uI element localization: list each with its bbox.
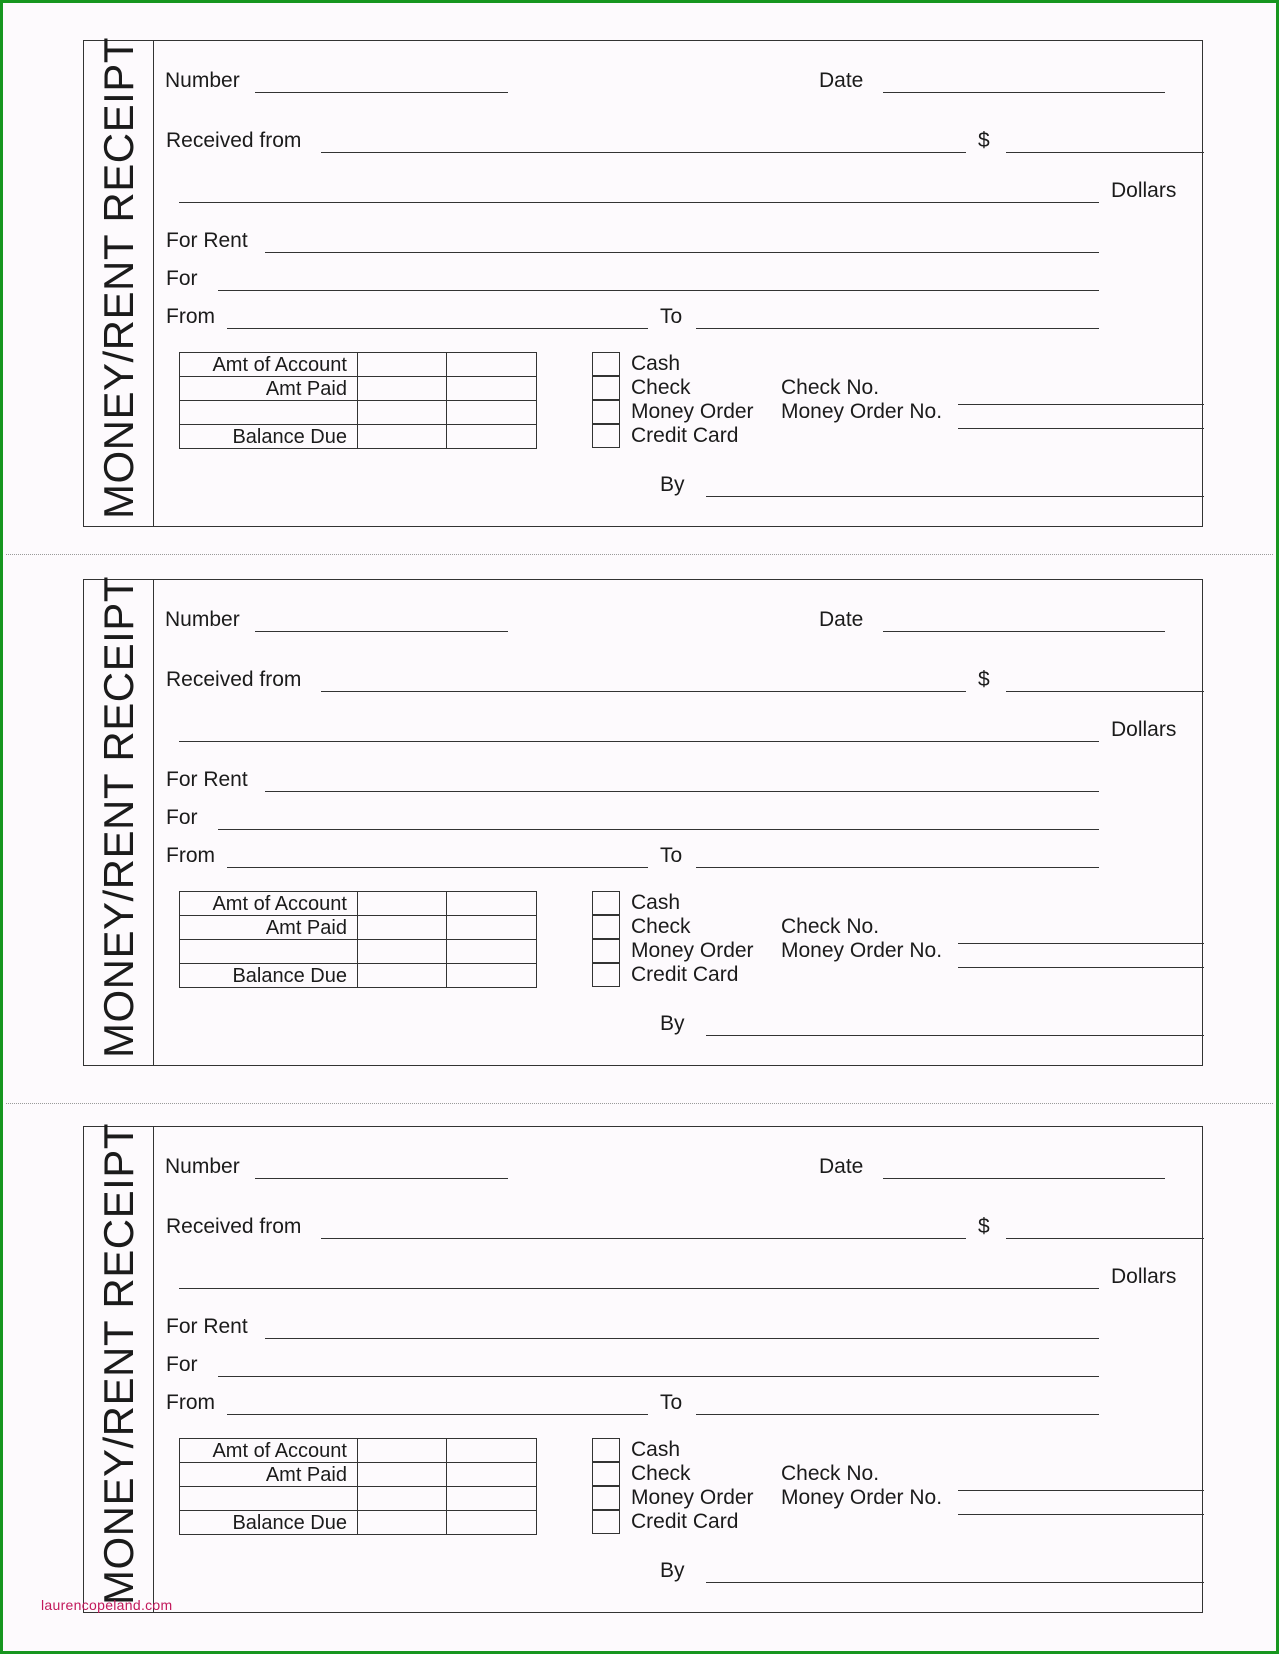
table-cell[interactable]	[357, 1463, 447, 1487]
to-field[interactable]	[696, 328, 1099, 329]
table-cell[interactable]	[447, 964, 537, 988]
number-field[interactable]	[255, 631, 508, 632]
check-no-label: Check No.	[781, 1462, 880, 1485]
by-label: By	[660, 1012, 685, 1035]
account-row-label: Balance Due	[180, 964, 358, 988]
table-cell[interactable]	[357, 425, 447, 449]
dollars-label: Dollars	[1111, 1265, 1177, 1288]
for-field[interactable]	[218, 290, 1099, 291]
account-row-label: Amt of Account	[180, 1439, 358, 1463]
credit-card-checkbox[interactable]	[592, 1510, 620, 1534]
table-cell[interactable]	[357, 401, 447, 425]
to-field[interactable]	[696, 1414, 1099, 1415]
to-field[interactable]	[696, 867, 1099, 868]
table-row	[180, 1511, 537, 1535]
check-no-label: Check No.	[781, 376, 880, 399]
table-row	[180, 353, 537, 377]
check-no-field[interactable]	[958, 943, 1204, 944]
to-label: To	[660, 844, 683, 867]
money-order-label: Money Order	[631, 939, 754, 962]
table-row	[180, 1439, 537, 1463]
date-label: Date	[819, 608, 864, 631]
credit-card-label: Credit Card	[631, 424, 739, 447]
table-cell[interactable]	[447, 1487, 537, 1511]
for-label: For	[166, 1353, 198, 1376]
side-panel	[84, 576, 154, 1065]
date-field[interactable]	[883, 1178, 1165, 1179]
account-row-label: Balance Due	[180, 425, 358, 449]
table-row	[180, 1487, 537, 1511]
table-cell[interactable]	[357, 1511, 447, 1535]
table-row	[180, 892, 537, 916]
received-from-field[interactable]	[321, 691, 966, 692]
table-cell[interactable]	[357, 892, 447, 916]
credit-card-label: Credit Card	[631, 1510, 739, 1533]
account-row-label: Amt Paid	[180, 1463, 358, 1487]
money-order-checkbox[interactable]	[592, 939, 620, 963]
number-label: Number	[165, 608, 240, 631]
credit-card-checkbox[interactable]	[592, 963, 620, 987]
dollars-label: Dollars	[1111, 179, 1177, 202]
table-row	[180, 916, 537, 940]
account-table	[179, 352, 537, 449]
from-field[interactable]	[227, 328, 648, 329]
amount-field[interactable]	[1006, 152, 1204, 153]
account-row-label: Balance Due	[180, 1511, 358, 1535]
dollars-label: Dollars	[1111, 718, 1177, 741]
received-from-label: Received from	[166, 668, 302, 691]
amount-field[interactable]	[1006, 691, 1204, 692]
table-row	[180, 964, 537, 988]
received-from-label: Received from	[166, 129, 302, 152]
money-order-no-label: Money Order No.	[781, 939, 943, 962]
receipt-form	[83, 576, 1203, 1066]
table-row	[180, 401, 537, 425]
for-label: For	[166, 806, 198, 829]
receipt-title: MONEY/RENT RECEIPT	[95, 576, 142, 1058]
table-cell[interactable]	[447, 940, 537, 964]
table-row	[180, 425, 537, 449]
table-row	[180, 377, 537, 401]
amount-in-words-field[interactable]	[179, 202, 1099, 203]
receipt-title: MONEY/RENT RECEIPT	[95, 1123, 142, 1605]
check-label: Check	[631, 915, 691, 938]
date-field[interactable]	[883, 631, 1165, 632]
table-cell[interactable]	[357, 353, 447, 377]
cash-label: Cash	[631, 891, 681, 914]
for-field[interactable]	[218, 829, 1099, 830]
received-from-field[interactable]	[321, 152, 966, 153]
for-field[interactable]	[218, 1376, 1099, 1377]
cash-checkbox[interactable]	[592, 891, 620, 915]
signature-field[interactable]	[706, 496, 1204, 497]
dollar-sign: $	[978, 1215, 990, 1238]
money-order-no-field[interactable]	[958, 428, 1204, 429]
dollar-sign: $	[978, 668, 990, 691]
table-cell[interactable]	[447, 377, 537, 401]
money-order-checkbox[interactable]	[592, 1486, 620, 1510]
credit-card-label: Credit Card	[631, 963, 739, 986]
side-panel	[84, 37, 154, 526]
money-order-no-field[interactable]	[958, 967, 1204, 968]
account-table	[179, 891, 537, 988]
table-cell[interactable]	[447, 353, 537, 377]
cash-label: Cash	[631, 352, 681, 375]
number-label: Number	[165, 69, 240, 92]
table-row	[180, 940, 537, 964]
account-row-label	[180, 1487, 358, 1511]
cash-label: Cash	[631, 1438, 681, 1461]
check-no-label: Check No.	[781, 915, 880, 938]
account-table	[179, 1438, 537, 1535]
table-cell[interactable]	[447, 1439, 537, 1463]
money-order-label: Money Order	[631, 400, 754, 423]
amount-in-words-field[interactable]	[179, 741, 1099, 742]
signature-field[interactable]	[706, 1582, 1204, 1583]
cut-line	[6, 1103, 1273, 1104]
from-label: From	[166, 305, 215, 328]
for-rent-label: For Rent	[166, 229, 248, 252]
amount-in-words-field[interactable]	[179, 1288, 1099, 1289]
from-field[interactable]	[227, 867, 648, 868]
to-label: To	[660, 1391, 683, 1414]
by-label: By	[660, 473, 685, 496]
to-label: To	[660, 305, 683, 328]
table-cell[interactable]	[447, 916, 537, 940]
for-label: For	[166, 267, 198, 290]
account-row-label: Amt of Account	[180, 353, 358, 377]
table-cell[interactable]	[357, 940, 447, 964]
date-field[interactable]	[883, 92, 1165, 93]
number-field[interactable]	[255, 92, 508, 93]
check-no-field[interactable]	[958, 404, 1204, 405]
table-cell[interactable]	[447, 1463, 537, 1487]
account-row-label: Amt of Account	[180, 892, 358, 916]
received-from-label: Received from	[166, 1215, 302, 1238]
number-field[interactable]	[255, 1178, 508, 1179]
table-cell[interactable]	[447, 401, 537, 425]
for-rent-label: For Rent	[166, 1315, 248, 1338]
received-from-field[interactable]	[321, 1238, 966, 1239]
check-no-field[interactable]	[958, 1490, 1204, 1491]
date-label: Date	[819, 69, 864, 92]
table-cell[interactable]	[357, 916, 447, 940]
receipt-form	[83, 37, 1203, 527]
from-field[interactable]	[227, 1414, 648, 1415]
check-label: Check	[631, 1462, 691, 1485]
watermark-text: laurencopeland.com	[41, 1597, 173, 1613]
table-cell[interactable]	[357, 1439, 447, 1463]
receipt-form	[83, 1123, 1203, 1613]
money-order-no-label: Money Order No.	[781, 400, 943, 423]
check-checkbox[interactable]	[592, 376, 620, 400]
date-label: Date	[819, 1155, 864, 1178]
account-row-label	[180, 940, 358, 964]
money-order-no-label: Money Order No.	[781, 1486, 943, 1509]
dollar-sign: $	[978, 129, 990, 152]
number-label: Number	[165, 1155, 240, 1178]
from-label: From	[166, 1391, 215, 1414]
check-checkbox[interactable]	[592, 1462, 620, 1486]
receipt-title: MONEY/RENT RECEIPT	[95, 37, 142, 519]
account-row-label: Amt Paid	[180, 377, 358, 401]
cash-checkbox[interactable]	[592, 352, 620, 376]
table-cell[interactable]	[447, 425, 537, 449]
account-row-label: Amt Paid	[180, 916, 358, 940]
table-cell[interactable]	[447, 1511, 537, 1535]
signature-field[interactable]	[706, 1035, 1204, 1036]
for-rent-field[interactable]	[265, 1338, 1099, 1339]
amount-field[interactable]	[1006, 1238, 1204, 1239]
check-checkbox[interactable]	[592, 915, 620, 939]
for-rent-field[interactable]	[265, 252, 1099, 253]
table-cell[interactable]	[357, 377, 447, 401]
table-cell[interactable]	[357, 1487, 447, 1511]
credit-card-checkbox[interactable]	[592, 424, 620, 448]
table-cell[interactable]	[357, 964, 447, 988]
from-label: From	[166, 844, 215, 867]
table-cell[interactable]	[447, 892, 537, 916]
table-row	[180, 1463, 537, 1487]
check-label: Check	[631, 376, 691, 399]
by-label: By	[660, 1559, 685, 1582]
money-order-label: Money Order	[631, 1486, 754, 1509]
for-rent-field[interactable]	[265, 791, 1099, 792]
for-rent-label: For Rent	[166, 768, 248, 791]
cut-line	[6, 554, 1273, 555]
money-order-checkbox[interactable]	[592, 400, 620, 424]
account-row-label	[180, 401, 358, 425]
money-order-no-field[interactable]	[958, 1514, 1204, 1515]
side-panel	[84, 1123, 154, 1612]
cash-checkbox[interactable]	[592, 1438, 620, 1462]
